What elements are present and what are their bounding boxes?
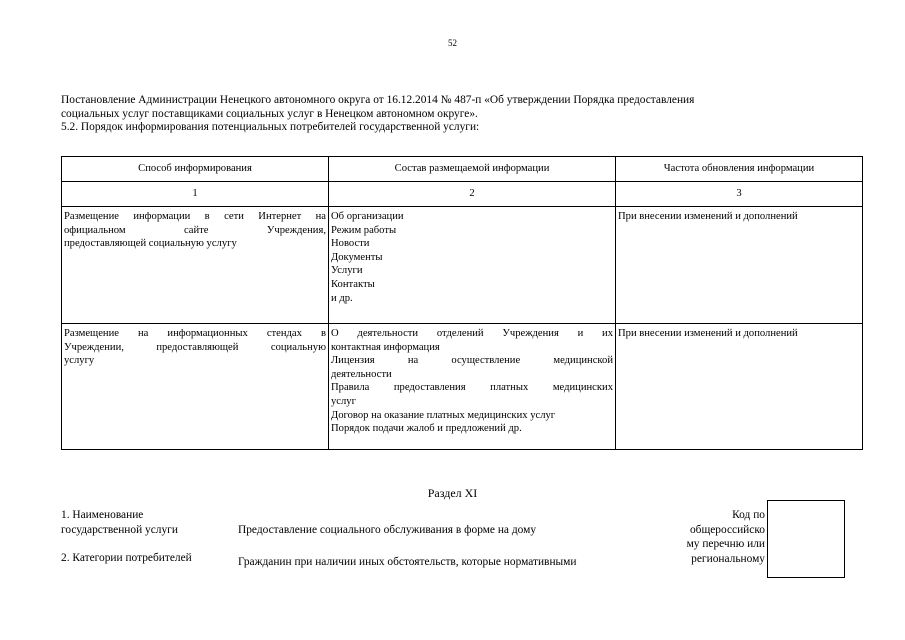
cell-line: и др. [331, 292, 353, 304]
cell-line: О деятельности отделений Учреждения и их [331, 328, 613, 339]
code-label-line: Код по [732, 509, 765, 521]
cell-line: Размещение информации в сети Интернет на [64, 211, 326, 222]
section-title: Раздел XI [427, 486, 478, 500]
table-row [62, 207, 863, 324]
cell-line: услугу [64, 355, 95, 367]
cell-line: Контакты [331, 278, 375, 290]
cell-line: предоставляющей социальную услугу [64, 238, 237, 250]
item1-value: Предоставление социального обслуживания в форме на дому [238, 524, 537, 536]
cell-line: контактная информация [331, 341, 440, 353]
table-number-row [62, 182, 863, 207]
code-label-line: региональному [691, 552, 765, 565]
cell-line: Учреждении, предоставляющей социальную [64, 341, 326, 353]
cell-line: Правила предоставления платных медицинских [331, 382, 613, 394]
header-frequency: Частота обновления информации [616, 157, 863, 182]
cell-content [329, 324, 616, 450]
cell-line: услуг [331, 395, 356, 407]
header-content: Состав размещаемой информации [329, 157, 616, 182]
item1-label-b: государственной услуги [61, 524, 178, 536]
intro-line-2: социальных услуг поставщиками социальных услуг в Ненецком автономном округе». [61, 107, 478, 120]
cell-line: Документы [331, 251, 383, 263]
cell-line: Размещение на информационных стендах в [64, 328, 326, 339]
intro-line-3: 5.2. Порядок информирования потенциальных потребителей государственной услуги: [61, 121, 480, 133]
cell-line: официальном сайте Учреждения, [64, 224, 326, 236]
item2-value: Гражданин при наличии иных обстоятельств, которые нормативными [238, 556, 577, 568]
cell-method [62, 324, 329, 450]
cell-line: Новости [331, 238, 370, 250]
cell-frequency: При внесении изменений и дополнений [616, 207, 863, 324]
code-label-line: общероссийско [689, 523, 765, 536]
code-label-line: му перечню или [686, 538, 765, 550]
cell-line: Порядок подачи жалоб и предложений др. [331, 423, 522, 435]
item1-label-a: 1. Наименование [61, 509, 144, 521]
table-row [62, 324, 863, 450]
information-table [61, 156, 863, 450]
intro-text [61, 94, 851, 135]
intro-line-1: Постановление Администрации Ненецкого автономного округа от 16.12.2014 № 487-п «Об утверждении Порядка предоставления [61, 94, 695, 106]
cell-line: Режим работы [331, 224, 397, 236]
code-label [660, 508, 765, 566]
cell-line: Об организации [331, 211, 404, 222]
table-header-row [62, 157, 863, 182]
code-box [767, 500, 845, 578]
cell-line: Лицензия на осуществление медицинской [331, 355, 613, 367]
header-method: Способ информирования [62, 157, 329, 182]
cell-line: Услуги [331, 265, 363, 277]
item2-label: 2. Категории потребителей [61, 552, 192, 564]
column-number-3: 3 [616, 182, 863, 207]
cell-line: Договор на оказание платных медицинских услуг [331, 409, 556, 421]
page-number: 52 [448, 38, 457, 48]
cell-method [62, 207, 329, 324]
cell-content [329, 207, 616, 324]
column-number-2: 2 [329, 182, 616, 207]
cell-line: деятельности [331, 368, 392, 380]
column-number-1: 1 [62, 182, 329, 207]
cell-frequency: При внесении изменений и дополнений [616, 324, 863, 450]
